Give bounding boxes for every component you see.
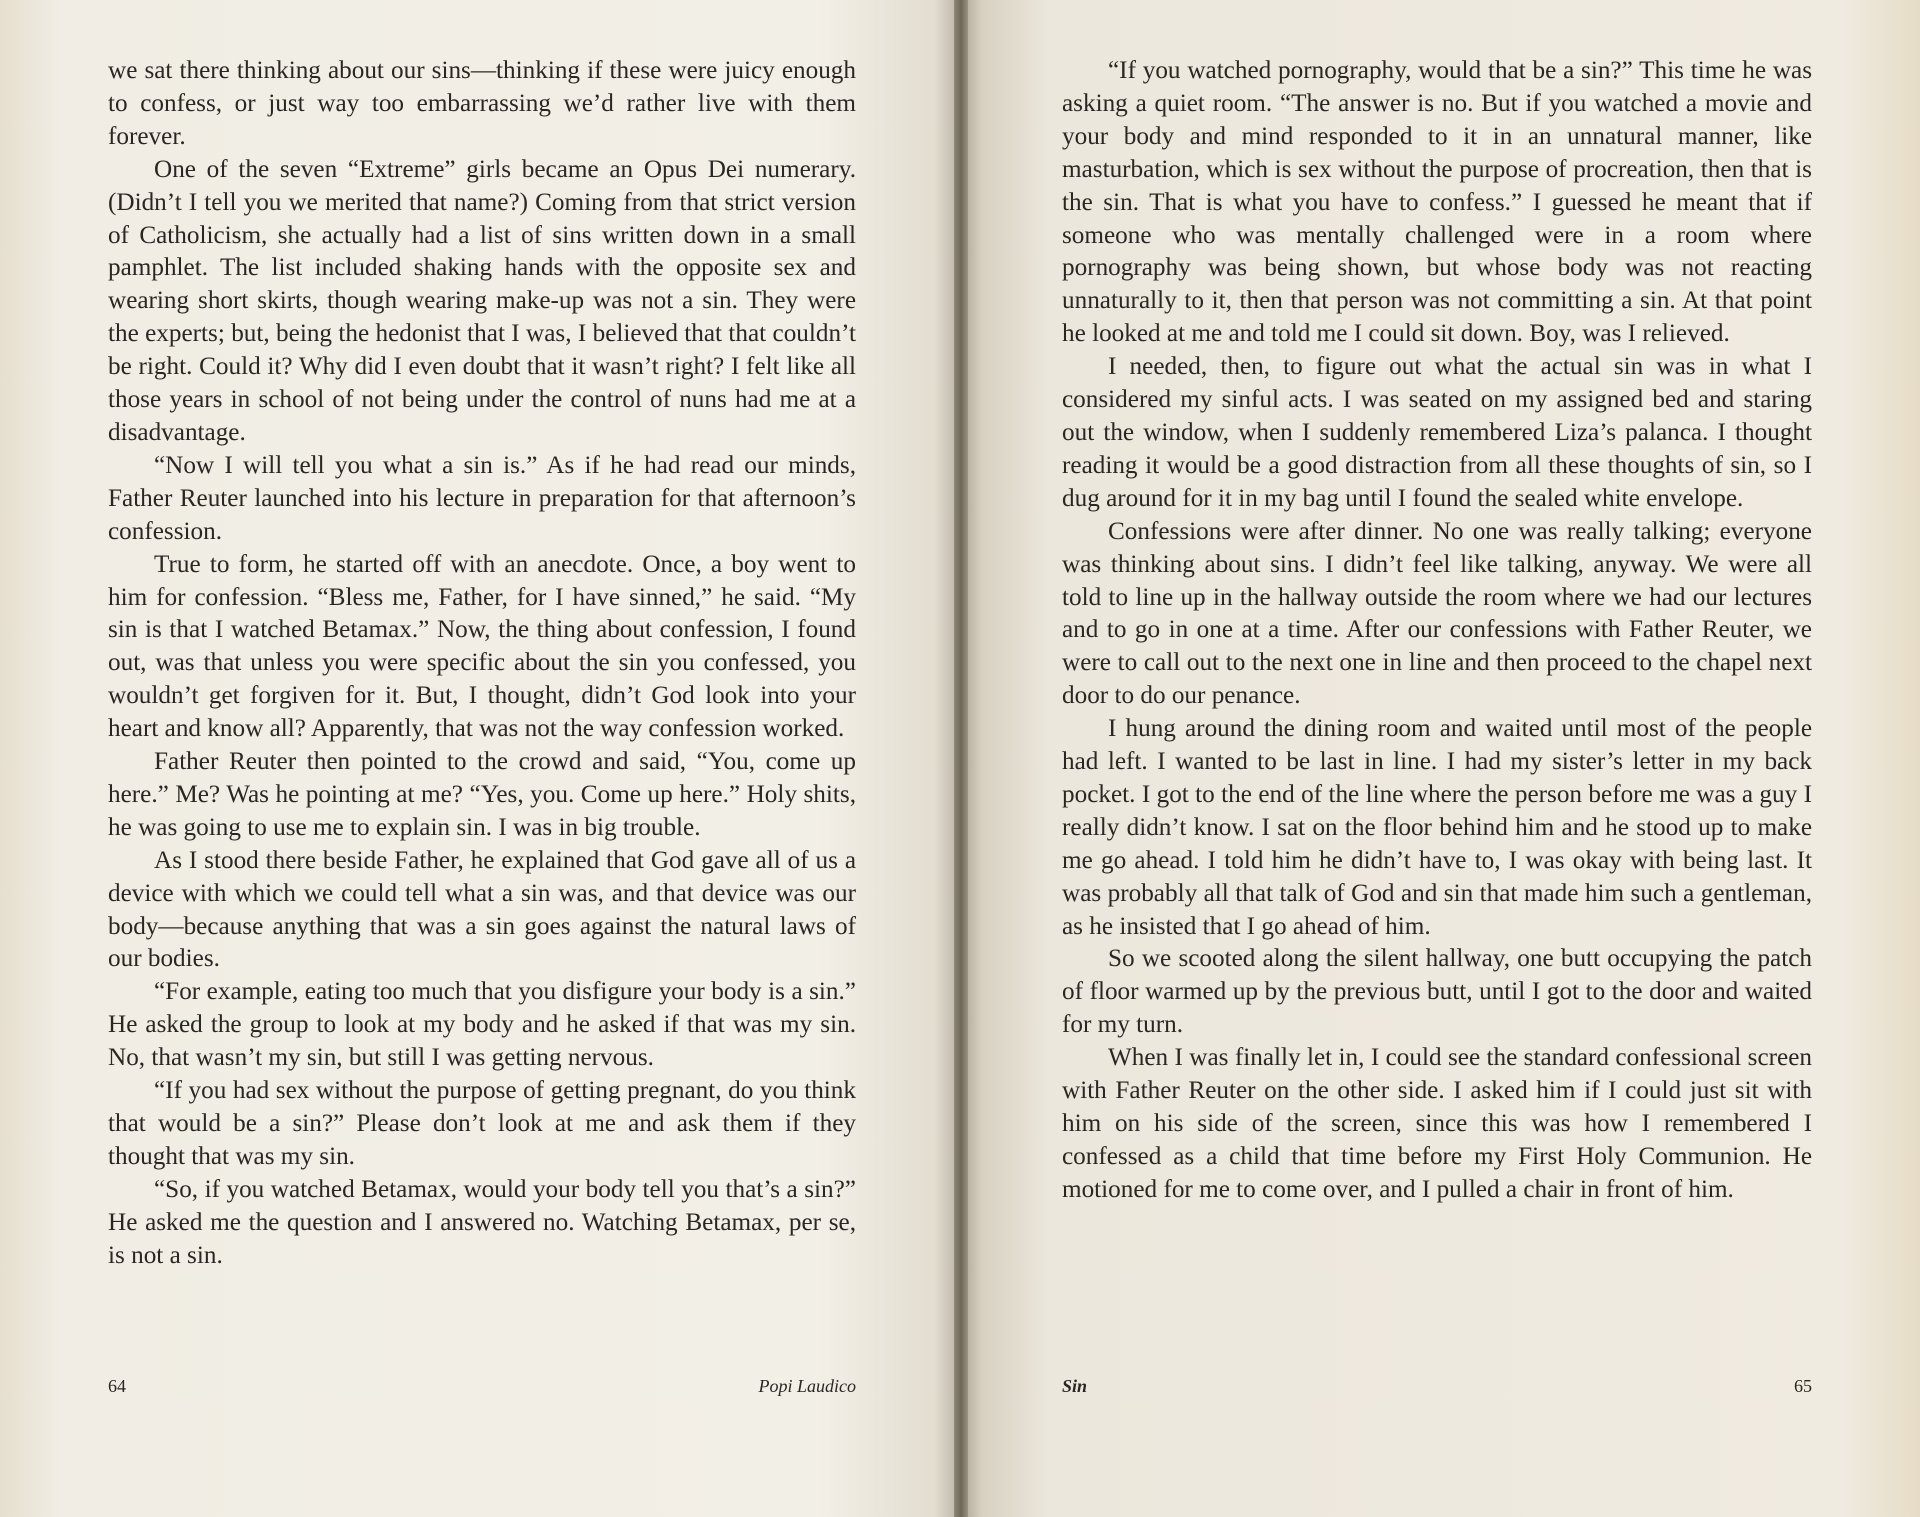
- left-page-text: [108, 55, 856, 1273]
- paragraph: “For example, eating too much that you disfigure your body is a sin.” He asked the group to look at my body and he asked if that was my sin. No, that wasn’t my sin, but still I was getting nervous.: [108, 978, 856, 1072]
- paragraph: Confessions were after dinner. No one was really talking; everyone was thinking about sins. I didn’t feel like talking, anyway. We were all told to line up in the hallway outside the room where we had our lectures and to go in one at a time. After our confessions with Father Reuter, we were to call out to the next one in line and then proceed to the chapel next door to do our penance.: [1062, 517, 1812, 710]
- paragraph: “If you had sex without the purpose of getting pregnant, do you think that would be a sin?” Please don’t look at me and ask them if they thought that was my sin.: [108, 1077, 856, 1170]
- page-number: 65: [1794, 1376, 1812, 1396]
- paragraph: I needed, then, to figure out what the actual sin was in what I considered my sinful acts. I was seated on my assigned bed and staring out the window, when I suddenly remembered Liza’s palanca. I thought reading it would be a good distraction from all these thoughts of sin, so I dug around for it in my bag until I found the sealed white envelope.: [1062, 353, 1812, 512]
- right-page-text: [1062, 55, 1812, 1207]
- paragraph: One of the seven “Extreme” girls became an Opus Dei numerary. (Didn’t I tell you we merited that name?) Coming from that strict version of Catholicism, she actually had a list of sins written down in a small pamphlet. The list included shaking hands with the opposite sex and wearing short skirts, though wearing make-up was not a sin. They were the experts; but, being the hedonist that I was, I believed that that couldn’t be right. Could it? Why did I even doubt that it wasn’t right? I felt like all those years in school of not being under the control of nuns had me at a disadvantage.: [108, 155, 856, 446]
- right-page: [960, 0, 1920, 1517]
- paragraph: “Now I will tell you what a sin is.” As if he had read our minds, Father Reuter launched into his lecture in preparation for that afternoon’s confession.: [108, 451, 856, 545]
- paragraph: So we scooted along the silent hallway, one butt occupying the patch of floor warmed up by the previous butt, until I got to the door and waited for my turn.: [1062, 945, 1812, 1039]
- paragraph: When I was finally let in, I could see the standard confessional screen with Father Reuter on the other side. I asked him if I could just sit with him on his side of the screen, since this was how I remembered I confessed as a child that time before my First Holy Communion. He motioned for me to come over, and I pulled a chair in front of him.: [1062, 1044, 1812, 1203]
- paragraph: “If you watched pornography, would that be a sin?” This time he was asking a quiet room. “The answer is no. But if you watched a movie and your body and mind responded to it in an unnatural manner, like masturbation, which is sex without the purpose of procreation, then that is the sin. That is what you have to confess.” I guessed he meant that if someone who was mentally challenged were in a room where pornography was being shown, but whose body was not reacting unnaturally to it, then that person was not committing a sin. At that point he looked at me and told me I could sit down. Boy, was I relieved.: [1062, 57, 1812, 348]
- paragraph: True to form, he started off with an anecdote. Once, a boy went to him for confession. “Bless me, Father, for I have sinned,” he said. “My sin is that I watched Betamax.” Now, the thing about confession, I found out, was that unless you were specific about the sin you confessed, you wouldn’t get forgiven for it. But, I thought, didn’t God look into your heart and know all? Apparently, that was not the way confession worked.: [108, 550, 856, 743]
- paragraph: “So, if you watched Betamax, would your body tell you that’s a sin?” He asked me the question and I answered no. Watching Betamax, per se, is not a sin.: [108, 1175, 856, 1269]
- paragraph: As I stood there beside Father, he explained that God gave all of us a device with which we could tell what a sin was, and that device was our body—because anything that was a sin goes against the natural laws of our bodies.: [108, 846, 856, 973]
- book-gutter: [954, 0, 968, 1517]
- running-head-chapter: Sin: [1062, 1376, 1088, 1396]
- paragraph: I hung around the dining room and waited until most of the people had left. I wanted to be last in line. I had my sister’s letter in my back pocket. I got to the end of the line where the person before me was a guy I really didn’t know. I sat on the floor behind him and he stood up to make me go ahead. I told him he didn’t have to, I was okay with being last. It was probably all that talk of God and sin that made him such a gentleman, as he insisted that I go ahead of him.: [1062, 715, 1812, 940]
- paragraph: Father Reuter then pointed to the crowd and said, “You, come up here.” Me? Was he pointing at me? “Yes, you. Come up here.” Holy shits, he was going to use me to explain sin. I was in big trouble.: [108, 748, 856, 841]
- page-number: 64: [108, 1376, 126, 1396]
- paragraph: we sat there thinking about our sins—thinking if these were juicy enough to confess, or just way too embarrassing we’d rather live with them forever.: [108, 57, 856, 150]
- running-head-author: Popi Laudico: [758, 1376, 856, 1396]
